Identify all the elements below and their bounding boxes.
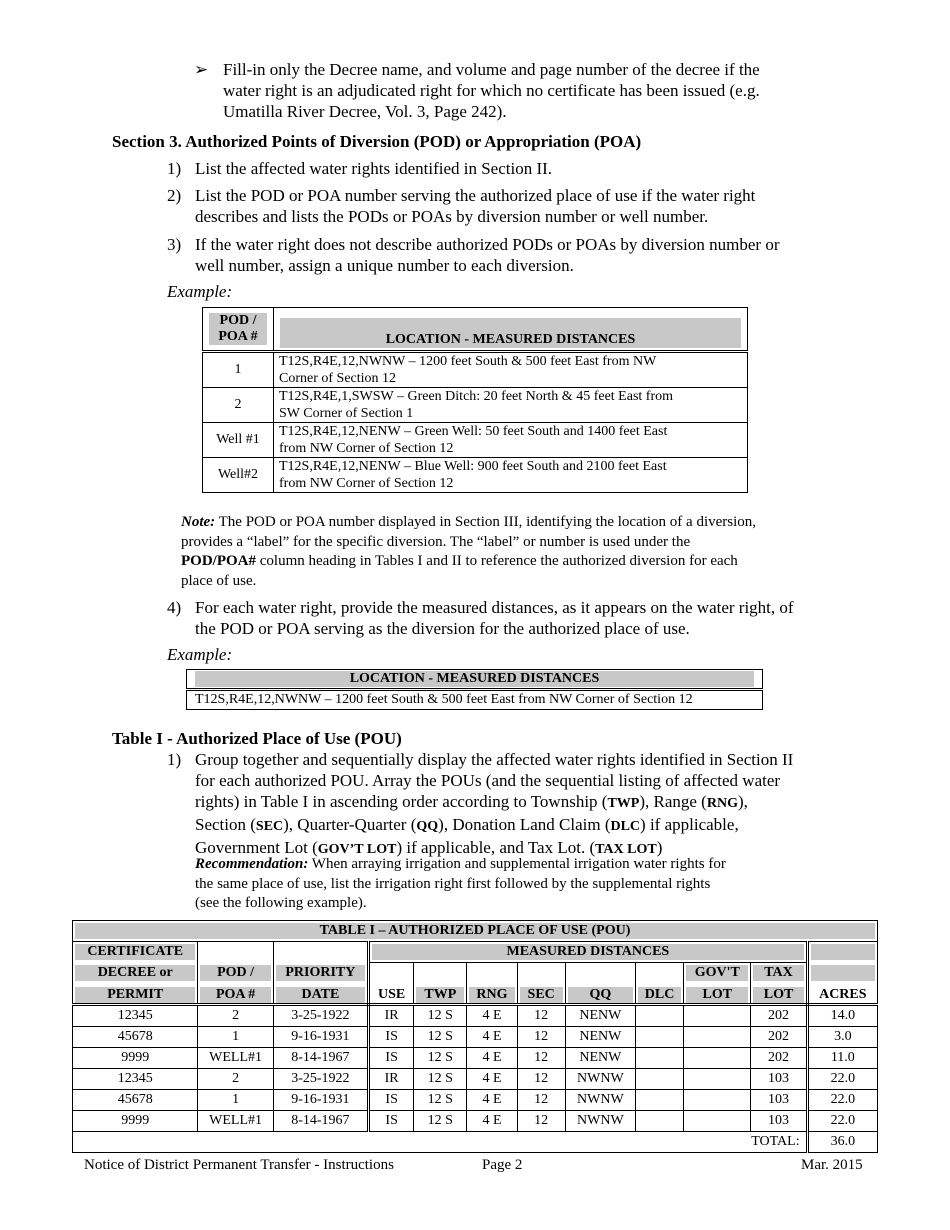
table-cell [684,1090,751,1111]
table-cell: NENW [565,1005,635,1027]
pod-example-table [202,307,748,493]
table-cell: 202 [751,1048,807,1069]
table-cell: 12 [517,1111,565,1132]
pou-table: TABLE I – AUTHORIZED PLACE OF USE (POU) CERTIFICATE MEASURED DISTANCES DECREE or POD / PRIORITY GOV'T TAX PERMIT POA # DATE USE TWP RNG SEC QQ DLC LOT LOT ACRES 12345 2 3-25-1922 IR 12 S 4 E 12 NENW 202 14.0 45678 1 9-16-1931 IS 12 S 4 E 12 NENW 202 3.0 9999 WELL#1 8-14-1967 IS 12 S 4 E 12 NENW 202 11.0 12345 2 3-25-1922 IR 12 S 4 E 12 NWNW 103 22.0 45678 1 9-16-1931 IS 12 S 4 E 12 NWNW 103 22.0 9999 WELL#1 8-14-1967 IS 12 S 4 E 12 NWNW 103 22.0 TOTAL: 36.0 [72,920,878,1153]
section3-heading: Section 3. Authorized Points of Diversion (POD) or Appropriation (POA) [112,132,642,151]
table-cell: 8-14-1967 [273,1111,368,1132]
pod-header: POD / POA # [203,308,274,352]
bullet-line: water right is an adjudicated right for which no certificate has been issued (e.g. [223,81,760,100]
list-item-3: 3) [167,235,182,254]
table1-item-number: 1) [167,750,182,769]
table-row [73,1048,878,1069]
table-row: 2 T12S,R4E,1,SWSW – Green Ditch: 20 feet North & 45 feet East from SW Corner of Section 1 [203,388,748,423]
bullet-marker: ➢ [194,60,209,79]
total-value: 36.0 [807,1132,877,1153]
table-cell: 14.0 [807,1005,877,1027]
table-cell: 9-16-1931 [273,1090,368,1111]
table-cell: 12 S [414,1111,467,1132]
note-paragraph: Note: The POD or POA number displayed in Section III, identifying the location of a diversion, provides a “label” for the specific diversion. The “label” or number is used under the POD/POA# column heading in Tables I and II to reference the authorized diversion for each place of use. [181,514,757,589]
bullet-note [223,59,863,122]
table-cell: 1 [198,1027,273,1048]
list-item-3-text: If the water right does not describe authorized PODs or POAs by diversion number or well number, assign a unique number to each diversion. [195,235,780,275]
table-cell: 4 E [467,1048,517,1069]
location-example-table: LOCATION - MEASURED DISTANCES T12S,R4E,12,NWNW – 1200 feet South & 500 feet East from NW Corner of Section 12 [186,669,763,710]
table-cell [636,1111,684,1132]
col-header-date: DATE [273,983,368,1005]
table-cell: 12 [517,1048,565,1069]
pou-table-title: TABLE I – AUTHORIZED PLACE OF USE (POU) [73,921,878,942]
table-row [73,1005,878,1027]
table-cell: 9999 [73,1048,198,1069]
table-row: Well#2 T12S,R4E,12,NENW – Blue Well: 900 feet South and 2100 feet East from NW Corner of Section 12 [203,458,748,493]
list-item-2: 2) [167,186,182,205]
table-cell: 4 E [467,1069,517,1090]
table-cell: 4 E [467,1005,517,1027]
col-header-acres: ACRES [807,983,877,1005]
table-cell: NENW [565,1027,635,1048]
list-item-1: 1) [167,159,182,178]
table-cell: 12 S [414,1090,467,1111]
table-cell: 3-25-1922 [273,1005,368,1027]
location-header: LOCATION - MEASURED DISTANCES [274,308,748,352]
table-cell [636,1048,684,1069]
table-cell: 3-25-1922 [273,1069,368,1090]
table-cell [684,1111,751,1132]
list-item-4: 4) [167,598,182,617]
table-cell: NWNW [565,1069,635,1090]
table-cell: 12 [517,1090,565,1111]
table-cell: 103 [751,1069,807,1090]
table-cell [684,1048,751,1069]
table-cell: 12 [517,1005,565,1027]
table-row: T12S,R4E,12,NWNW – 1200 feet South & 500 feet East from NW Corner of Section 12 [187,690,763,710]
bullet-line: Umatilla River Decree, Vol. 3, Page 242). [223,102,507,121]
table-cell: 202 [751,1005,807,1027]
measured-distances-header: MEASURED DISTANCES [369,942,808,963]
table-cell [636,1069,684,1090]
example-label: Example: [167,282,233,301]
table-cell [684,1069,751,1090]
table-cell: 12345 [73,1005,198,1027]
table-cell: 45678 [73,1027,198,1048]
table-cell [636,1090,684,1111]
table-cell: NWNW [565,1111,635,1132]
recommendation: Recommendation: When arraying irrigation and supplemental irrigation water rights for the same place of use, list the irrigation right first followed by the supplemental rights (see the following example). [195,856,726,911]
table-row [73,1027,878,1048]
table-cell: IS [369,1111,414,1132]
list-item-1-text: List the affected water rights identified in Section II. [195,159,553,178]
col-header-twp: TWP [414,983,467,1005]
col-header-tax-lot: LOT [751,983,807,1005]
table-cell: 103 [751,1090,807,1111]
table-cell: 4 E [467,1027,517,1048]
table-cell: 12 [517,1069,565,1090]
table1-item-text: Group together and sequentially display the affected water rights identified in Section II for each authorized POU. Array the POUs (and the sequential listing of affected water rights) in Table I in ascending order according to Township (TWP), Range (RNG), Section (SEC), Quarter-Quarter (QQ), Donation Land Claim (DLC) if applicable, Government Lot (GOV’T LOT) if applicable, and Tax Lot. (TAX LOT) [195,750,794,857]
table-cell: 4 E [467,1111,517,1132]
table1-heading: Table I - Authorized Place of Use (POU) [112,729,402,748]
table-cell: 45678 [73,1090,198,1111]
table-row [73,1090,878,1111]
table-cell: IS [369,1027,414,1048]
footer-page: Page 2 [482,1157,523,1173]
col-header-use: USE [369,983,414,1005]
bullet-line: Fill-in only the Decree name, and volume and page number of the decree if the [223,60,760,79]
table-cell: 22.0 [807,1111,877,1132]
table-cell: 12 [517,1027,565,1048]
table-cell: 103 [751,1111,807,1132]
table-cell: 22.0 [807,1090,877,1111]
footer-date: Mar. 2015 [801,1157,863,1173]
table-cell: 9999 [73,1111,198,1132]
table-row: 1 T12S,R4E,12,NWNW – 1200 feet South & 500 feet East from NW Corner of Section 12 [203,352,748,388]
table-cell: 3.0 [807,1027,877,1048]
table-cell: WELL#1 [198,1048,273,1069]
table-cell: IS [369,1090,414,1111]
table-row: Well #1 T12S,R4E,12,NENW – Green Well: 50 feet South and 1400 feet East from NW Corner of Section 12 [203,423,748,458]
total-label: TOTAL: [73,1132,808,1153]
col-header-dlc: DLC [636,983,684,1005]
table-cell: 1 [198,1090,273,1111]
table-cell: 12 S [414,1005,467,1027]
table-cell [636,1005,684,1027]
table-cell: 12 S [414,1069,467,1090]
col-header-rng: RNG [467,983,517,1005]
table-cell: IR [369,1069,414,1090]
table-cell: 12 S [414,1048,467,1069]
table-row [73,1069,878,1090]
table-cell [684,1027,751,1048]
table-cell: 2 [198,1005,273,1027]
table-cell: 2 [198,1069,273,1090]
table-cell: 12 S [414,1027,467,1048]
example-label-2: Example: [167,645,233,664]
table-cell [636,1027,684,1048]
col-header-qq: QQ [565,983,635,1005]
table-cell: 4 E [467,1090,517,1111]
table-cell: NENW [565,1048,635,1069]
table-row [73,1111,878,1132]
table-cell: IR [369,1005,414,1027]
col-header-permit: PERMIT [73,983,198,1005]
table-cell: 8-14-1967 [273,1048,368,1069]
list-item-4-text: For each water right, provide the measured distances, as it appears on the water right, of the POD or POA serving as the diversion for the authorized place of use. [195,598,794,638]
footer-left: Notice of District Permanent Transfer - Instructions [84,1157,394,1173]
table-cell: 9-16-1931 [273,1027,368,1048]
table-cell: NWNW [565,1090,635,1111]
col-header-sec: SEC [517,983,565,1005]
table-cell: WELL#1 [198,1111,273,1132]
col-header-gov-lot: LOT [684,983,751,1005]
table-cell: 12345 [73,1069,198,1090]
table-cell [684,1005,751,1027]
table-cell: 202 [751,1027,807,1048]
table-cell: 11.0 [807,1048,877,1069]
table-cell: IS [369,1048,414,1069]
table-cell: 22.0 [807,1069,877,1090]
list-item-2-text: List the POD or POA number serving the authorized place of use if the water right describes and lists the PODs or POAs by diversion number or well number. [195,186,756,226]
col-header-pod: POA # [198,983,273,1005]
